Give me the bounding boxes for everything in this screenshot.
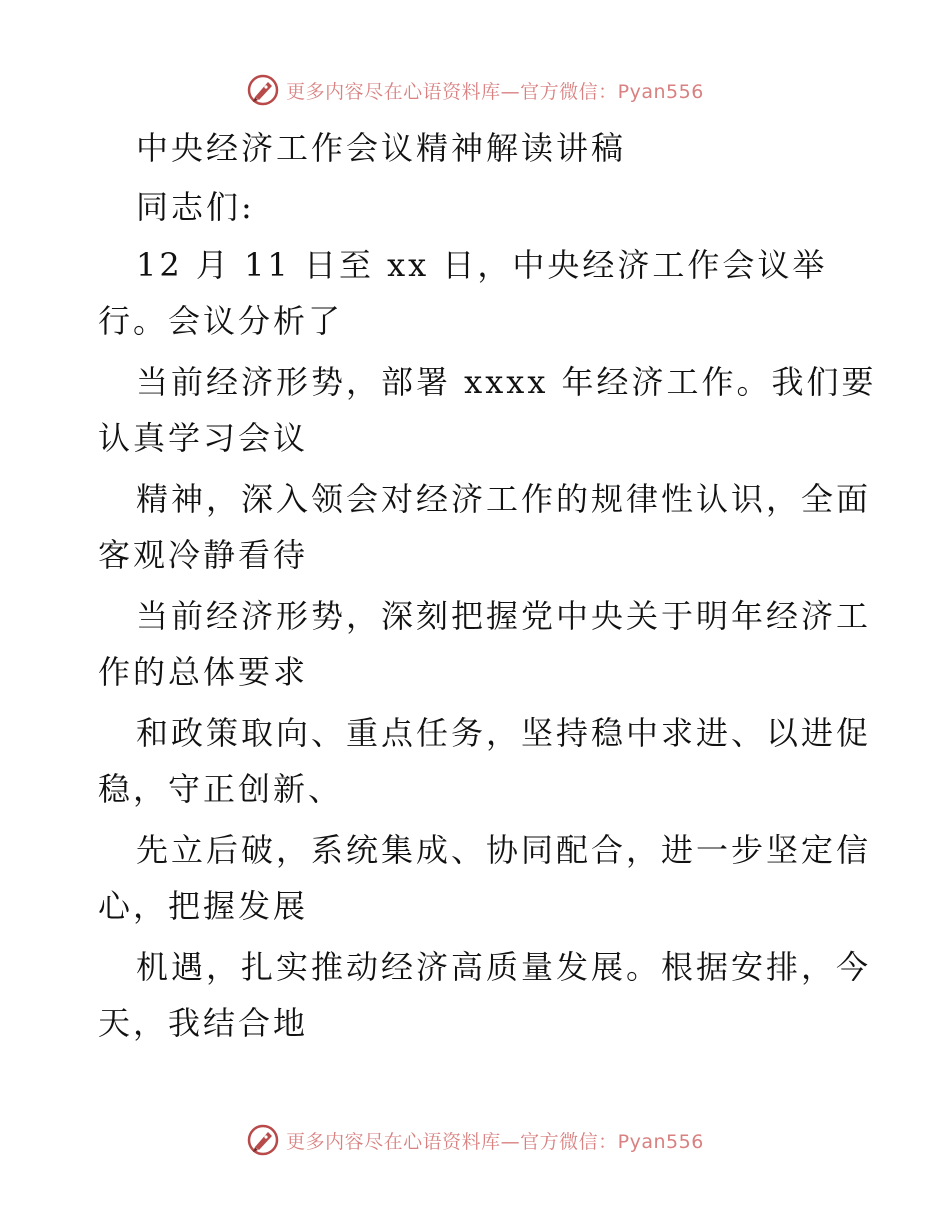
body-line-3: 当前经济形势，部署 xxxx 年经济工作。我们要 bbox=[136, 363, 877, 401]
document-title: 中央经济工作会议精神解读讲稿 bbox=[136, 129, 627, 167]
body-line-9: 和政策取向、重点任务，坚持稳中求进、以进促 bbox=[136, 714, 872, 752]
body-line-6: 客观冷静看待 bbox=[98, 536, 309, 574]
body-line-13: 机遇，扎实推动经济高质量发展。根据安排，今 bbox=[136, 948, 872, 986]
body-line-5: 精神，深入领会对经济工作的规律性认识，全面 bbox=[136, 480, 872, 518]
body-line-14: 天，我结合地 bbox=[98, 1004, 309, 1042]
body-line-12: 心，把握发展 bbox=[98, 887, 309, 925]
body-line-1: 12 月 11 日至 xx 日，中央经济工作会议举 bbox=[136, 246, 828, 284]
footer-watermark-text: 更多内容尽在心语资料库—官方微信：Pyan556 bbox=[286, 1130, 704, 1153]
body-line-8: 作的总体要求 bbox=[98, 653, 309, 691]
greeting: 同志们: bbox=[136, 188, 255, 226]
footer-watermark bbox=[0, 1120, 950, 1160]
pen-nib-seal-logo-icon bbox=[246, 73, 280, 107]
body-line-4: 认真学习会议 bbox=[98, 419, 309, 457]
header-watermark-text: 更多内容尽在心语资料库—官方微信：Pyan556 bbox=[286, 80, 704, 103]
header-watermark bbox=[0, 70, 950, 110]
body-line-7: 当前经济形势，深刻把握党中央关于明年经济工 bbox=[136, 597, 872, 635]
body-line-2: 行。会议分析了 bbox=[98, 302, 344, 340]
body-line-10: 稳，守正创新、 bbox=[98, 770, 344, 808]
body-line-11: 先立后破，系统集成、协同配合，进一步坚定信 bbox=[136, 831, 872, 869]
pen-nib-seal-logo-icon bbox=[246, 1123, 280, 1157]
